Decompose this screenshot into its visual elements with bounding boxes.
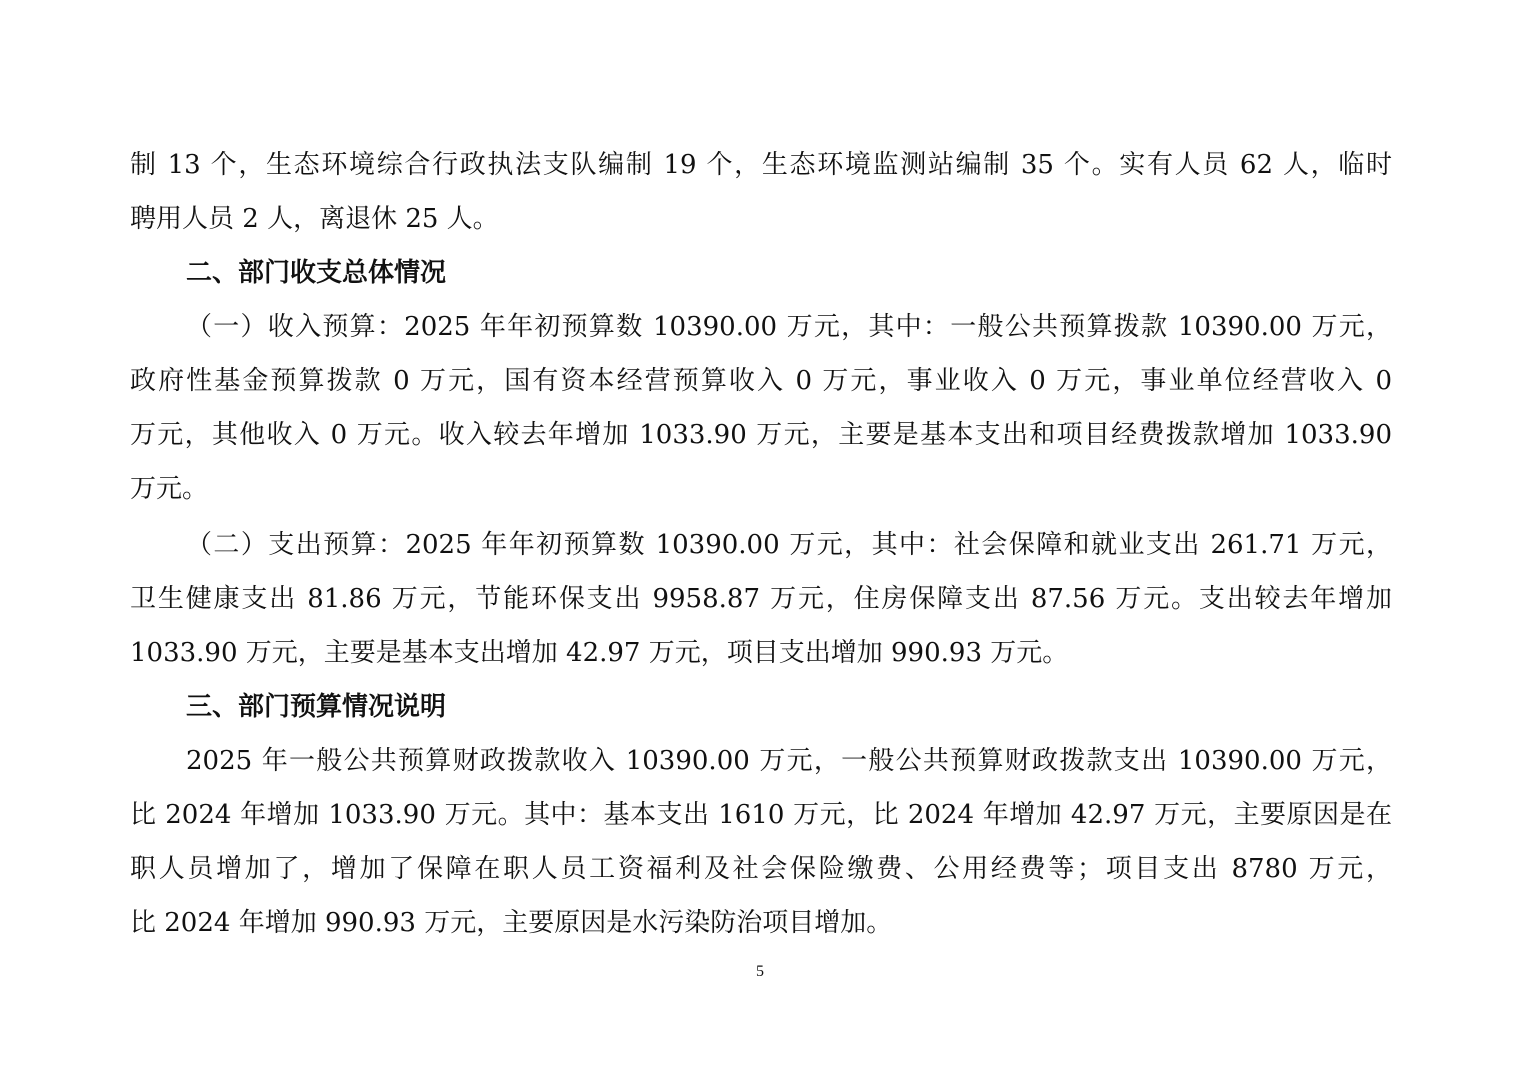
text-line: （一）收入预算：2025 年年初预算数 10390.00 万元，其中：一般公共预算拨款 10390.00 万元， xyxy=(186,312,1392,342)
text-line: 万元。 xyxy=(130,474,209,504)
text-line: 制 13 个，生态环境综合行政执法支队编制 19 个，生态环境监测站编制 35 个。实有人员 62 人，临时 xyxy=(130,150,1392,180)
text-line: 比 2024 年增加 1033.90 万元。其中：基本支出 1610 万元，比 2024 年增加 42.97 万元，主要原因是在 xyxy=(130,800,1392,830)
text-line: 比 2024 年增加 990.93 万元，主要原因是水污染防治项目增加。 xyxy=(130,908,893,938)
text-line: 1033.90 万元，主要是基本支出增加 42.97 万元，项目支出增加 990.93 万元。 xyxy=(130,638,1069,668)
page-number: 5 xyxy=(756,963,764,980)
text-line: 万元，其他收入 0 万元。收入较去年增加 1033.90 万元，主要是基本支出和项目经费拨款增加 1033.90 xyxy=(130,420,1392,450)
text-line: 聘用人员 2 人，离退休 25 人。 xyxy=(130,204,499,234)
section-heading-budget-explanation: 三、部门预算情况说明 xyxy=(186,692,447,722)
text-line: 卫生健康支出 81.86 万元，节能环保支出 9958.87 万元，住房保障支出 87.56 万元。支出较去年增加 xyxy=(130,584,1392,614)
text-line: 职人员增加了，增加了保障在职人员工资福利及社会保险缴费、公用经费等；项目支出 8780 万元， xyxy=(130,854,1392,884)
text-line: 2025 年一般公共预算财政拨款收入 10390.00 万元，一般公共预算财政拨款支出 10390.00 万元， xyxy=(186,746,1392,776)
text-line: （二）支出预算：2025 年年初预算数 10390.00 万元，其中：社会保障和就业支出 261.71 万元， xyxy=(186,530,1392,560)
section-heading-revenue-expenditure: 二、部门收支总体情况 xyxy=(186,258,447,288)
text-line: 政府性基金预算拨款 0 万元，国有资本经营预算收入 0 万元，事业收入 0 万元，事业单位经营收入 0 xyxy=(130,366,1392,396)
